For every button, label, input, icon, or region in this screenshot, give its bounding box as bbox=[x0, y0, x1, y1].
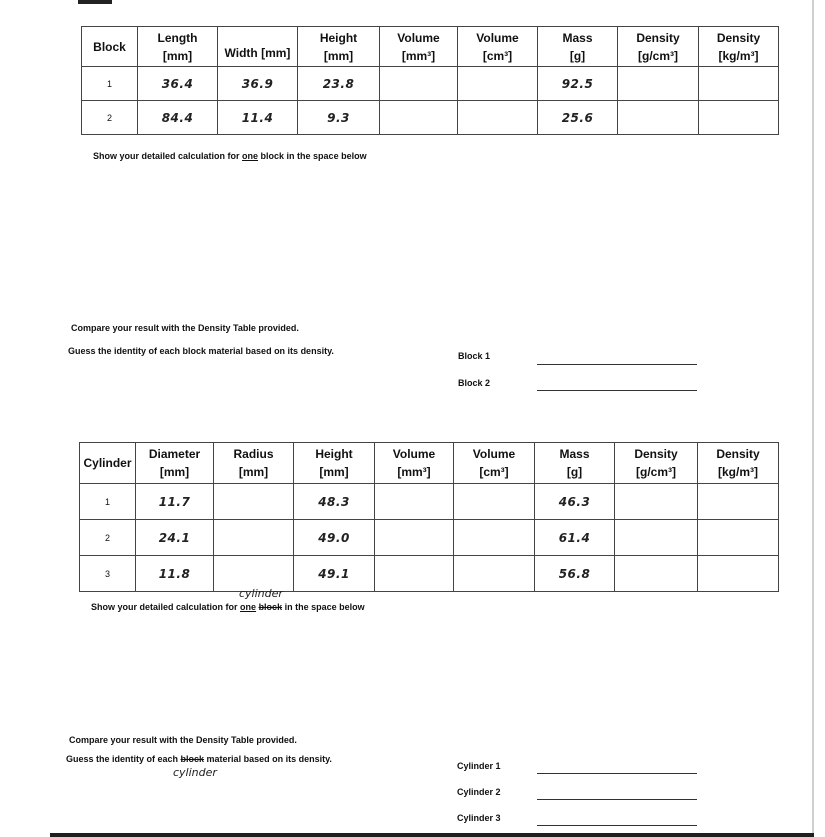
height-value: 48.3 bbox=[294, 484, 375, 520]
diameter-value: 24.1 bbox=[136, 520, 214, 556]
header-cylinder: Cylinder bbox=[80, 443, 136, 484]
density-gcm3-cell bbox=[615, 484, 698, 520]
radius-cell bbox=[214, 520, 294, 556]
row-index: 1 bbox=[82, 67, 138, 101]
block-2-answer-line[interactable] bbox=[537, 390, 697, 391]
cylinder-2-label: Cylinder 2 bbox=[457, 787, 501, 797]
header-width: Width [mm] bbox=[218, 27, 298, 67]
table-row bbox=[80, 556, 779, 592]
compare-instruction-blocks: Compare your result with the Density Table provided. bbox=[71, 323, 299, 333]
length-value: 36.4 bbox=[138, 67, 218, 101]
table-row bbox=[80, 484, 779, 520]
cylinder-measurements-table bbox=[79, 442, 779, 592]
block-measurements-table bbox=[81, 26, 779, 135]
header-density-kgm3: Density [kg/m³] bbox=[699, 27, 779, 67]
height-value: 49.1 bbox=[294, 556, 375, 592]
cylinder-3-answer-line[interactable] bbox=[537, 825, 697, 826]
density-gcm3-cell bbox=[618, 101, 699, 135]
volume-mm3-cell bbox=[375, 484, 454, 520]
mass-value: 46.3 bbox=[535, 484, 615, 520]
cylinder-1-label: Cylinder 1 bbox=[457, 761, 501, 771]
volume-mm3-cell bbox=[375, 520, 454, 556]
header-block: Block bbox=[82, 27, 138, 67]
header-length: Length [mm] bbox=[138, 27, 218, 67]
volume-cm3-cell bbox=[458, 67, 538, 101]
volume-mm3-cell bbox=[375, 556, 454, 592]
compare-instruction-cylinders: Compare your result with the Density Table provided. bbox=[69, 735, 297, 745]
calculation-instruction-blocks: Show your detailed calculation for one block in the space below bbox=[93, 151, 367, 161]
header-volume-mm3: Volume [mm³] bbox=[380, 27, 458, 67]
mass-value: 92.5 bbox=[538, 67, 618, 101]
header-volume-cm3: Volume [cm³] bbox=[454, 443, 535, 484]
row-index: 2 bbox=[82, 101, 138, 135]
diameter-value: 11.8 bbox=[136, 556, 214, 592]
height-value: 9.3 bbox=[298, 101, 380, 135]
header-diameter: Diameter [mm] bbox=[136, 443, 214, 484]
volume-cm3-cell bbox=[454, 556, 535, 592]
mass-value: 25.6 bbox=[538, 101, 618, 135]
width-value: 36.9 bbox=[218, 67, 298, 101]
row-index: 3 bbox=[80, 556, 136, 592]
volume-cm3-cell bbox=[454, 484, 535, 520]
mass-value: 61.4 bbox=[535, 520, 615, 556]
density-gcm3-cell bbox=[618, 67, 699, 101]
volume-cm3-cell bbox=[454, 520, 535, 556]
length-value: 84.4 bbox=[138, 101, 218, 135]
row-index: 1 bbox=[80, 484, 136, 520]
density-kgm3-cell bbox=[698, 520, 779, 556]
header-density-gcm3: Density [g/cm³] bbox=[618, 27, 699, 67]
header-mass: Mass [g] bbox=[535, 443, 615, 484]
volume-cm3-cell bbox=[458, 101, 538, 135]
header-volume-cm3: Volume [cm³] bbox=[458, 27, 538, 67]
height-value: 23.8 bbox=[298, 67, 380, 101]
header-density-gcm3: Density [g/cm³] bbox=[615, 443, 698, 484]
table-row bbox=[82, 67, 779, 101]
page-top-fragment bbox=[78, 0, 112, 4]
block-1-answer-line[interactable] bbox=[537, 364, 697, 365]
block-1-label: Block 1 bbox=[458, 351, 491, 361]
density-gcm3-cell bbox=[615, 556, 698, 592]
calculation-instruction-cylinders: Show your detailed calculation for one block in the space below bbox=[91, 602, 365, 612]
page-bottom-edge bbox=[50, 833, 814, 837]
header-radius: Radius [mm] bbox=[214, 443, 294, 484]
density-kgm3-cell bbox=[699, 67, 779, 101]
table-row bbox=[80, 520, 779, 556]
row-index: 2 bbox=[80, 520, 136, 556]
volume-mm3-cell bbox=[380, 67, 458, 101]
density-kgm3-cell bbox=[699, 101, 779, 135]
table-header-row bbox=[80, 443, 779, 484]
volume-mm3-cell bbox=[380, 101, 458, 135]
density-kgm3-cell bbox=[698, 484, 779, 520]
handwritten-cylinder-annotation: cylinder bbox=[173, 766, 217, 779]
width-value: 11.4 bbox=[218, 101, 298, 135]
height-value: 49.0 bbox=[294, 520, 375, 556]
guess-instruction-cylinders: Guess the identity of each block material based on its density. bbox=[66, 754, 332, 764]
header-height: Height [mm] bbox=[294, 443, 375, 484]
table-header-row bbox=[82, 27, 779, 67]
diameter-value: 11.7 bbox=[136, 484, 214, 520]
header-volume-mm3: Volume [mm³] bbox=[375, 443, 454, 484]
header-density-kgm3: Density [kg/m³] bbox=[698, 443, 779, 484]
handwritten-cylinder-annotation: cylinder bbox=[239, 587, 283, 600]
table-row bbox=[82, 101, 779, 135]
header-mass: Mass [g] bbox=[538, 27, 618, 67]
page-right-edge bbox=[812, 0, 814, 837]
cylinder-3-label: Cylinder 3 bbox=[457, 813, 501, 823]
radius-cell bbox=[214, 484, 294, 520]
density-gcm3-cell bbox=[615, 520, 698, 556]
density-kgm3-cell bbox=[698, 556, 779, 592]
cylinder-2-answer-line[interactable] bbox=[537, 799, 697, 800]
header-height: Height [mm] bbox=[298, 27, 380, 67]
mass-value: 56.8 bbox=[535, 556, 615, 592]
cylinder-1-answer-line[interactable] bbox=[537, 773, 697, 774]
guess-instruction-blocks: Guess the identity of each block material based on its density. bbox=[68, 346, 334, 356]
block-2-label: Block 2 bbox=[458, 378, 491, 388]
